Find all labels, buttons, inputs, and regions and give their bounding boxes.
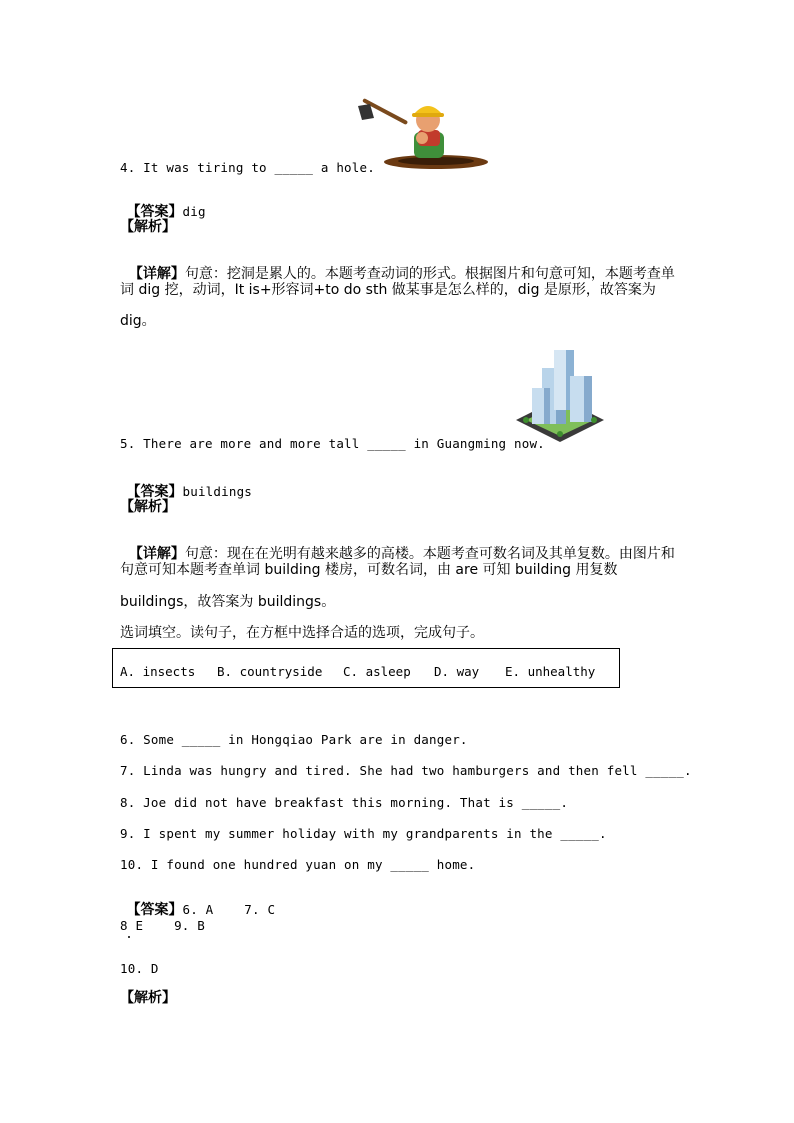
answer-text: dig bbox=[182, 204, 206, 219]
question-6: 6. Some _____ in Hongqiao Park are in danger. bbox=[120, 732, 468, 747]
option-e: E. unhealthy bbox=[505, 664, 596, 679]
question-7: 7. Linda was hungry and tired. She had two hamburgers and then fell _____. bbox=[120, 763, 692, 778]
question-10: 10. I found one hundred yuan on my _____ home. bbox=[120, 857, 476, 872]
answer-tag: 【答案】 bbox=[126, 902, 183, 918]
answer-tag: 【答案】 bbox=[126, 204, 183, 220]
detail-tag: 【详解】 bbox=[128, 266, 185, 282]
question-9: 9. I spent my summer holiday with my grandparents in the _____. bbox=[120, 826, 607, 841]
detail-text: 句意：现在在光明有越来越多的高楼。本题考查可数名词及其单复数。由图片和 bbox=[184, 546, 675, 562]
analysis-tag: 【解析】 bbox=[120, 219, 176, 235]
answers-6-7 bbox=[120, 886, 275, 918]
analysis-tag: 【解析】 bbox=[120, 990, 176, 1006]
list-dot bbox=[128, 936, 130, 938]
detail-5-line-2: 句意可知本题考查单词 building 楼房，可数名词，由 are 可知 building 用复数 bbox=[120, 562, 618, 578]
option-d: D. way bbox=[434, 664, 480, 679]
detail-4-line-3: dig。 bbox=[120, 313, 156, 329]
answer-4 bbox=[120, 188, 206, 220]
detail-5-line-3: buildings，故答案为 buildings。 bbox=[120, 594, 336, 610]
question-4: 4. It was tiring to _____ a hole. bbox=[120, 160, 375, 175]
question-5: 5. There are more and more tall _____ in Guangming now. bbox=[120, 436, 545, 451]
answers-8-9: 8 E 9. B bbox=[120, 918, 205, 933]
answer-10: 10. D bbox=[120, 961, 159, 976]
detail-4-line-2: 词 dig 挖，动词，It is+形容词+to do sth 做某事是怎么样的，dig 是原形，故答案为 bbox=[120, 282, 656, 298]
answer-tag: 【答案】 bbox=[126, 484, 183, 500]
option-c: C. asleep bbox=[343, 664, 411, 679]
answer-5 bbox=[120, 468, 252, 500]
digging-man-picture bbox=[356, 98, 490, 174]
analysis-tag: 【解析】 bbox=[120, 499, 176, 515]
answer-text: 6. A 7. C bbox=[182, 902, 276, 917]
man-digging-hole-icon bbox=[356, 98, 490, 174]
option-b: B. countryside bbox=[217, 664, 323, 679]
city-skyscrapers-icon bbox=[514, 346, 606, 444]
buildings-picture bbox=[514, 346, 606, 444]
detail-5-line-1 bbox=[120, 530, 675, 562]
detail-4-line-1 bbox=[120, 250, 675, 282]
detail-tag: 【详解】 bbox=[128, 546, 185, 562]
option-a: A. insects bbox=[120, 664, 196, 679]
detail-text: 句意：挖洞是累人的。本题考查动词的形式。根据图片和句意可知，本题考查单 bbox=[184, 266, 675, 282]
section-instruction: 选词填空。读句子，在方框中选择合适的选项，完成句子。 bbox=[120, 625, 484, 641]
question-8: 8. Joe did not have breakfast this morning. That is _____. bbox=[120, 795, 569, 810]
answer-text: buildings bbox=[182, 484, 253, 499]
